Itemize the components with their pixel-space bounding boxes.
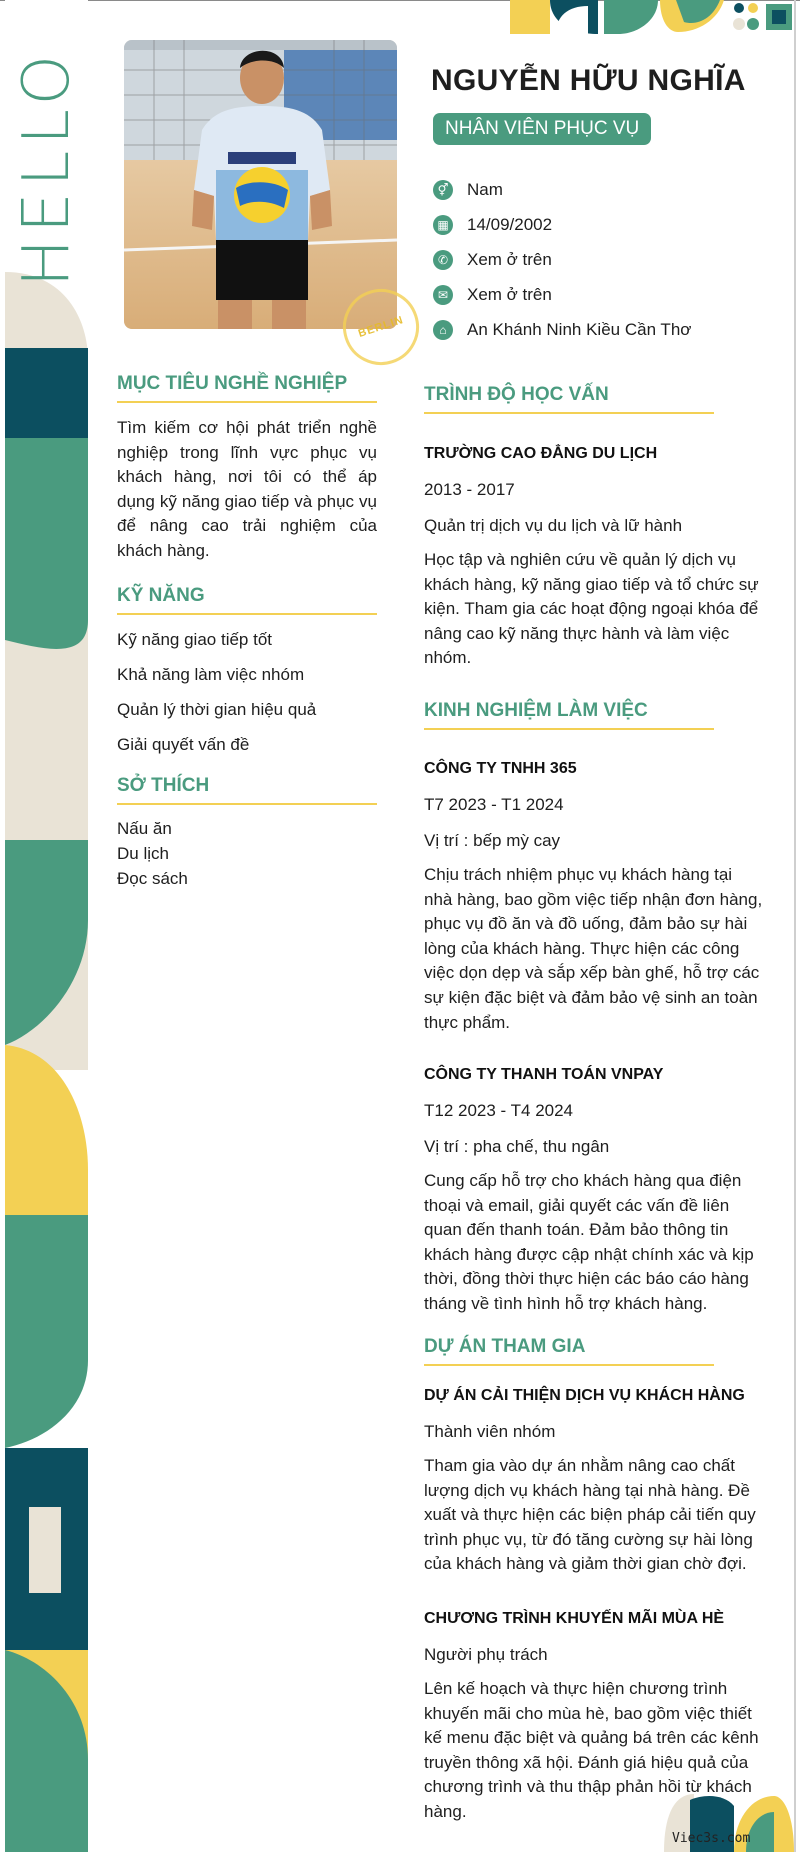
skills-title: KỸ NĂNG <box>117 585 377 615</box>
job-description: Cung cấp hỗ trợ cho khách hàng qua điện thoại và email, giải quyết các vấn đề liên quan đến thanh toán. Đảm bảo thông tin khách hàng được cập nhật chính xác và kịp thời, đồng thời thực hiện các báo cáo hàng tháng về tình hình hỗ trợ khách hàng. <box>424 1171 754 1313</box>
project-description: Tham gia vào dự án nhằm nâng cao chất lượng dịch vụ khách hàng tại nhà hàng. Đề xuất và thực hiện các biện pháp cải tiến quy trình phục vụ, từ đó tăng cường sự hài lòng của khách hàng và giảm thời gian chờ đợi. <box>424 1456 756 1574</box>
right-border <box>794 0 796 1852</box>
profile-photo-illustration <box>124 40 397 329</box>
contact-birthday-text: 14/09/2002 <box>467 214 553 234</box>
objective-title: MỤC TIÊU NGHỀ NGHIỆP <box>117 373 377 403</box>
job-position: Vị trí : pha chế, thu ngân <box>424 1137 610 1156</box>
objective-text: Tìm kiếm cơ hội phát triển nghề nghiệp trong lĩnh vực phục vụ khách hàng, nơi tôi có thể áp dụng kỹ năng giao tiếp và phục vụ để nâng cao trải nghiệm của khách hàng. <box>117 418 377 560</box>
list-item: Khả năng làm việc nhóm <box>117 665 305 684</box>
project-name: DỰ ÁN CẢI THIỆN DỊCH VỤ KHÁCH HÀNG <box>424 1387 745 1404</box>
project-block-1 <box>424 1378 764 1577</box>
contact-gender-text: Nam <box>467 179 503 199</box>
list-item: Kỹ năng giao tiếp tốt <box>117 630 273 649</box>
list-item: Đọc sách <box>117 869 188 888</box>
hobbies-list <box>117 816 377 891</box>
gender-icon: ⚥ <box>433 180 453 200</box>
contact-birthday <box>433 207 773 242</box>
contact-address-text: An Khánh Ninh Kiều Cần Thơ <box>467 319 692 339</box>
project-role: Thành viên nhóm <box>424 1422 556 1441</box>
contact-address <box>433 312 773 347</box>
job-block-1 <box>424 751 764 1035</box>
experience-title: KINH NGHIỆM LÀM VIỆC <box>424 700 714 730</box>
hobbies-title: SỞ THÍCH <box>117 775 377 805</box>
contact-gender <box>433 172 773 207</box>
hello-vertical-text: HELLO <box>9 48 84 287</box>
calendar-icon: ▦ <box>433 215 453 235</box>
job-period: T7 2023 - T1 2024 <box>424 795 564 814</box>
contact-email <box>433 277 773 312</box>
home-icon: ⌂ <box>433 320 453 340</box>
job-period: T12 2023 - T4 2024 <box>424 1101 574 1120</box>
education-title: TRÌNH ĐỘ HỌC VẤN <box>424 384 714 414</box>
job-position: Vị trí : bếp mỳ cay <box>424 831 561 850</box>
projects-title: DỰ ÁN THAM GIA <box>424 1336 714 1366</box>
education-block <box>424 436 764 671</box>
top-decoration <box>508 0 798 34</box>
watermark: Viec3s.com <box>672 1831 751 1846</box>
list-item: Quản lý thời gian hiệu quả <box>117 700 317 719</box>
profile-photo <box>124 40 397 329</box>
list-item: Nấu ăn <box>117 819 172 838</box>
contact-phone-text: Xem ở trên <box>467 249 552 269</box>
list-item: Giải quyết vấn đề <box>117 735 250 754</box>
contact-phone <box>433 242 773 277</box>
job-block-2 <box>424 1057 764 1317</box>
phone-icon: ✆ <box>433 250 453 270</box>
education-major: Quản trị dịch vụ du lịch và lữ hành <box>424 516 683 535</box>
company-name: CÔNG TY THANH TOÁN VNPAY <box>424 1066 664 1083</box>
list-item: Du lịch <box>117 844 169 863</box>
job-description: Chịu trách nhiệm phục vụ khách hàng tại nhà hàng, bao gồm việc tiếp nhận đơn hàng, phục vụ đồ ăn và đồ uống, đảm bảo sự hài lòng của khách hàng. Thực hiện các công việc dọn dẹp và sắp xếp bàn ghế, hỗ trợ các sự kiện đặc biệt và đảm bảo vệ sinh an toàn thực phẩm. <box>424 865 763 1032</box>
candidate-name: NGUYỄN HỮU NGHĨA <box>431 64 746 97</box>
project-description: Lên kế hoạch và thực hiện chương trình khuyến mãi cho mùa hè, bao gồm việc thiết kế menu đặc biệt và quảng bá trên các kênh truyền thông xã hội. Đánh giá hiệu quả của chương trình và thu thập phản hồi từ khách hàng. <box>424 1679 759 1821</box>
company-name: CÔNG TY TNHH 365 <box>424 760 577 777</box>
skills-list <box>117 627 377 767</box>
job-title-badge: NHÂN VIÊN PHỤC VỤ <box>433 113 651 145</box>
project-role: Người phụ trách <box>424 1645 548 1664</box>
contact-email-text: Xem ở trên <box>467 284 552 304</box>
school-name: TRƯỜNG CAO ĐẲNG DU LỊCH <box>424 445 658 462</box>
education-period: 2013 - 2017 <box>424 480 515 499</box>
mail-icon: ✉ <box>433 285 453 305</box>
photo-stamp: BERLIN <box>333 279 429 375</box>
education-description: Học tập và nghiên cứu về quản lý dịch vụ khách hàng, kỹ năng giao tiếp và tổ chức sự kiện. Tham gia các hoạt động ngoại khóa để nâng cao kỹ năng thực hành và làm việc nhóm. <box>424 550 759 668</box>
project-name: CHƯƠNG TRÌNH KHUYẾN MÃI MÙA HÈ <box>424 1610 725 1627</box>
contact-list <box>433 172 773 347</box>
